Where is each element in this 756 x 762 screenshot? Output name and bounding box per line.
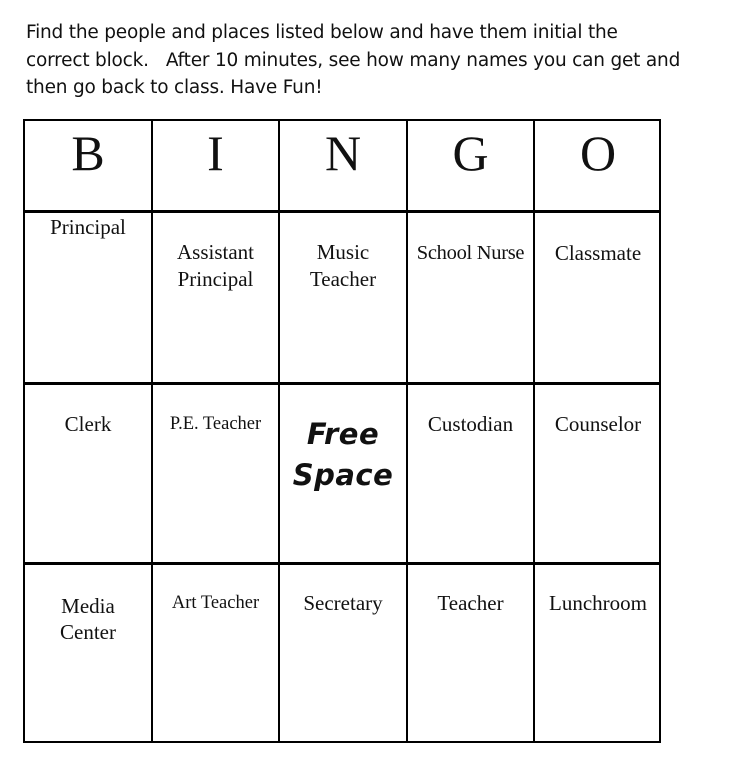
- bingo-cell[interactable]: P.E. Teacher: [169, 414, 262, 434]
- bingo-cell[interactable]: Secretary: [303, 591, 383, 615]
- bingo-cell[interactable]: Principal: [50, 215, 126, 239]
- grid-divider: [25, 382, 659, 385]
- bingo-cell[interactable]: School Nurse: [416, 242, 525, 264]
- header-letter-i: I: [207, 125, 224, 181]
- free-space-cell[interactable]: Free Space: [292, 417, 394, 492]
- bingo-cell[interactable]: Counselor: [554, 412, 642, 436]
- bingo-cell[interactable]: Media Center: [60, 594, 116, 644]
- bingo-cell[interactable]: Teacher: [437, 591, 504, 615]
- bingo-card: [23, 119, 661, 743]
- bingo-cell[interactable]: Assistant Principal: [176, 240, 254, 291]
- header-letter-o: O: [579, 125, 617, 181]
- instructions-line-2: correct block. After 10 minutes, see how many names you can get and: [26, 49, 681, 71]
- header-letter-b: B: [71, 125, 105, 181]
- header-letter-n: N: [324, 125, 362, 181]
- bingo-cell[interactable]: Lunchroom: [549, 591, 647, 615]
- bingo-cell[interactable]: Clerk: [64, 412, 112, 436]
- grid-divider: [25, 210, 659, 213]
- instructions-text: [26, 19, 706, 102]
- bingo-cell[interactable]: Custodian: [427, 412, 514, 436]
- instructions-line-1: Find the people and places listed below and have them initial the: [26, 22, 618, 43]
- header-letter-g: G: [452, 125, 489, 181]
- bingo-cell[interactable]: Classmate: [554, 241, 642, 265]
- instructions-line-3: then go back to class. Have Fun!: [26, 77, 323, 98]
- grid-divider: [25, 562, 659, 565]
- bingo-cell[interactable]: Music Teacher: [309, 240, 377, 291]
- bingo-cell[interactable]: Art Teacher: [171, 593, 260, 613]
